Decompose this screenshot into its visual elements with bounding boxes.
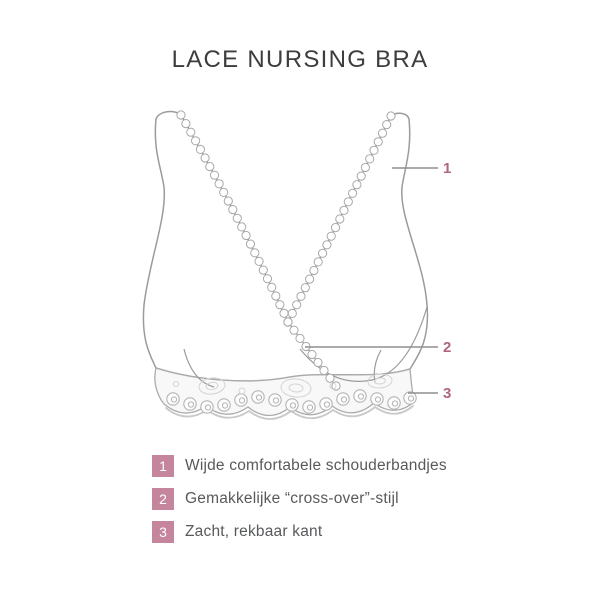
- lace-loop: [224, 197, 232, 205]
- lace-loop: [196, 145, 204, 153]
- lace-loop: [182, 120, 190, 128]
- lace-loop: [280, 309, 288, 317]
- lace-spiral: [218, 399, 230, 411]
- lace-loop: [331, 224, 339, 232]
- lace-loop: [301, 284, 309, 292]
- lace-loop: [206, 163, 214, 171]
- lace-loop: [215, 180, 223, 188]
- bra-silhouette: [143, 112, 427, 381]
- lace-loop: [349, 189, 357, 197]
- lace-spiral: [201, 401, 213, 413]
- lace-loop: [310, 266, 318, 274]
- lace-loop: [344, 198, 352, 206]
- lace-spiral: [320, 398, 332, 410]
- legend-item-1: [152, 455, 447, 477]
- lace-loop: [192, 137, 200, 145]
- lace-loop: [314, 258, 322, 266]
- lace-loop: [177, 111, 185, 119]
- legend-label-3: Zacht, rekbaar kant: [185, 523, 323, 540]
- lace-spiral: [269, 394, 281, 406]
- lace-loop: [296, 334, 304, 342]
- legend-badge-2: 2: [152, 488, 174, 510]
- lace-spiral: [286, 399, 298, 411]
- lace-loop: [233, 214, 241, 222]
- legend-item-3: [152, 521, 447, 543]
- lace-loop: [201, 154, 209, 162]
- lace-loop: [308, 350, 316, 358]
- lace-loop: [383, 121, 391, 129]
- lace-spiral: [167, 393, 179, 405]
- lace-spiral: [252, 391, 264, 403]
- lace-loop: [353, 181, 361, 189]
- legend-label-2: Gemakkelijke “cross-over”-stijl: [185, 490, 399, 507]
- lace-loop: [340, 206, 348, 214]
- page-title: LACE NURSING BRA: [171, 46, 429, 73]
- lace-loop: [259, 266, 267, 274]
- lace-loop: [336, 215, 344, 223]
- lace-loop: [238, 223, 246, 231]
- lace-loop: [284, 318, 292, 326]
- lace-spiral: [235, 394, 247, 406]
- callout-number-2: 2: [443, 339, 452, 356]
- lace-loop: [220, 188, 228, 196]
- lace-loop: [229, 206, 237, 214]
- callout-number-1: 1: [443, 160, 452, 177]
- lace-loop: [323, 241, 331, 249]
- lace-loop: [288, 309, 296, 317]
- lace-loop: [187, 128, 195, 136]
- lace-loop: [251, 249, 259, 257]
- callout-number-3: 3: [443, 385, 452, 402]
- lace-loop: [263, 275, 271, 283]
- lace-loop: [366, 155, 374, 163]
- lace-loop: [387, 112, 395, 120]
- lace-loop: [327, 232, 335, 240]
- legend-item-2: [152, 488, 447, 510]
- lace-spiral: [337, 393, 349, 405]
- lace-loop: [320, 366, 328, 374]
- lace-loop: [357, 172, 365, 180]
- legend-badge-1: 1: [152, 455, 174, 477]
- lace-spiral: [371, 393, 383, 405]
- lace-loop: [293, 301, 301, 309]
- lace-loop: [306, 275, 314, 283]
- lace-loop: [290, 326, 298, 334]
- lace-spiral: [184, 398, 196, 410]
- lace-loop: [319, 249, 327, 257]
- lace-loop: [326, 374, 334, 382]
- lace-spiral: [303, 401, 315, 413]
- legend-badge-3: 3: [152, 521, 174, 543]
- lace-loop: [272, 292, 280, 300]
- lace-loop: [246, 240, 254, 248]
- lace-loop: [268, 283, 276, 291]
- legend: [152, 455, 447, 554]
- legend-label-1: Wijde comfortabele schouderbandjes: [185, 457, 447, 474]
- lace-loop: [255, 257, 263, 265]
- lace-loop: [374, 138, 382, 146]
- lace-loop: [370, 146, 378, 154]
- lace-loop: [361, 163, 369, 171]
- lace-spiral: [388, 397, 400, 409]
- lace-loop: [242, 231, 250, 239]
- lace-spiral: [354, 390, 366, 402]
- lace-loop: [210, 171, 218, 179]
- lace-loop: [314, 358, 322, 366]
- lace-loop: [378, 129, 386, 137]
- lace-loop: [276, 301, 284, 309]
- lace-loop: [297, 292, 305, 300]
